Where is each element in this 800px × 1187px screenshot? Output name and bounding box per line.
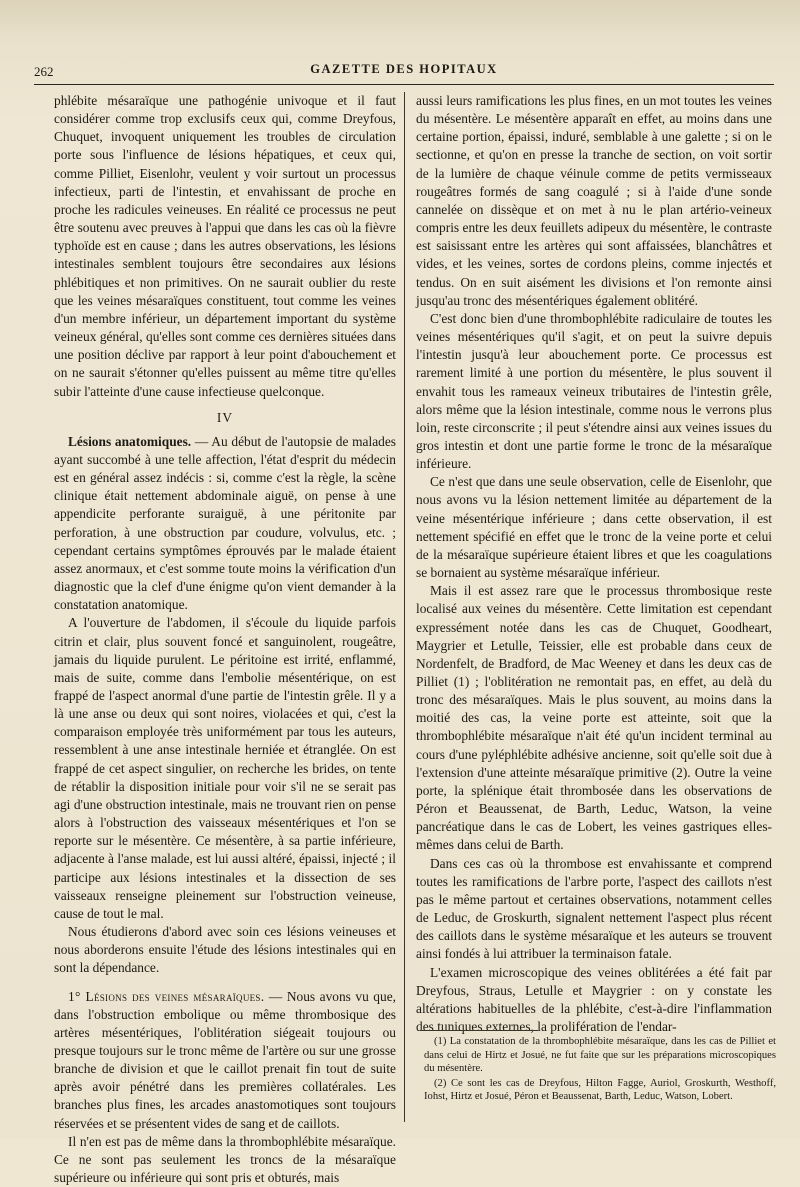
left-column	[54, 92, 396, 1187]
paragraph	[54, 988, 396, 1133]
paragraph: Dans ces cas où la thrombose est envahissante et comprend toutes les ramifications de l'arbre porte, l'aspect des caillots n'est pas le même partout et certaines observations, notamment celles de Leduc, de Groskurth, signalent nettement l'aspect plus récent des caillots dans le système mésaraïque et les auteurs se trouvent ainsi fondés à lui attribuer la terminaison fatale.	[416, 855, 772, 962]
paragraph: L'examen microscopique des veines oblitérées a été fait par Dreyfous, Straus, Letulle et Maygrier : on y constate les altérations habituelles de la phlébite, c'est-à-dire l'inflammation des tuniques externes, la prolifération de l'endar-	[416, 964, 772, 1034]
paragraph: Il n'en est pas de même dans la thrombophlébite mésaraïque. Ce ne sont pas seulement les troncs de la mésaraïque supérieure ou inférieure qui sont pris et obturés, mais	[54, 1133, 396, 1186]
paragraph: A l'ouverture de l'abdomen, il s'écoule du liquide parfois citrin et clair, plus souvent foncé et sanguinolent, rougeâtre, jamais du liquide purulent. Le péritoine est irrité, enflammé, mais de suite, comme dans l'embolie mésentérique, on est frappé de l'aspect anormal d'une partie de l'intestin grêle. Il y a là une anse ou deux qui sont noires, violacées et qui, c'est la comparaison employée très uniformément par tous les auteurs, ressemblent à une anse intestinale herniée et étranglée. On est frappé de cet aspect singulier, on recherche les brides, on tente de rétablir la disposition initiale pour voir s'il ne se serait pas agi d'une obstruction intestinale, mais ne trouvant rien on pense alors à l'obstruction des vaisseaux mésentériques et l'on se reporte sur le mésentère. Ce mésentère, à sa partie inférieure, adjacente à l'anse malade, est lui aussi altéré, épaissi, injecté ; il participe aux lésions intestinales et la dissection de ses vaisseaux renseigne pleinement sur l'obstruction veineuse, cause de tout le mal.	[54, 615, 396, 921]
section-heading: Lésions anatomiques.	[68, 433, 192, 449]
paragraph-text: — Au début de l'autopsie de malades ayant succombé à une telle affection, l'état d'esprit du médecin est en général assez indécis : si, comme c'est la règle, la scène clinique était nettement abdominale aiguë, on pense à une appendicite perforante suraiguë, à une péritonite par perforation, à une obstruction par coudure, volvulus, etc. ; cependant certains symptômes éprouvés par le malade étaient assez anormaux, et c'est somme toute moins la vérification d'un diagnostic que la clef d'une énigme qu'on vient demander à la constatation anatomique.	[54, 433, 397, 613]
paragraph: aussi leurs ramifications les plus fines, en un mot toutes les veines du mésentère. Le mésentère apparaît en effet, au moins dans une certaine portion, épaissi, induré, semblable à une galette ; si on le sectionne, et qu'on en presse la tranche de section, on voit sortir de la lumière de chaque véinule comme de petits vermisseaux rougeâtres formés de sang coagulé ; si à l'aide d'une sonde cannelée on dissèque et on met à nu le plan artério-veineux compris entre les deux feuillets adipeux du mésentère, le contraste est saisissant entre les artères qui sont affaissées, blanchâtres et vides, et les veines, sortes de cordons pleins, comme injectés et tendus. On en suit aisément les divisions et l'on remonte ainsi jusqu'au tronc des mésentériques également oblitéré.	[416, 93, 772, 308]
page-header	[34, 62, 774, 82]
right-column	[416, 92, 772, 1036]
paragraph: phlébite mésaraïque une pathogénie univoque et il faut considérer comme trop exclusifs ceux qui, comme Dreyfous, Chuquet, invoquent uniquement les troubles de circulation porte sous l'influence de lésions hépatiques, et ceux qui, comme Pilliet, Eisenlohr, veulent y voir surtout un processus infectieux, parti de l'intestin, et envahissant de proche en proche les radicules veineuses. En réalité ce processus ne peut être soutenu avec preuves à l'appui que dans les cas où la fièvre typhoïde est en cause ; dans les autres observations, les lésions intestinales semblent toujours être secondaires aux lésions phlébitiques et non primitives. On ne saurait oublier du reste que les veines mésaraïques constituent, tout comme les veines d'un membre inférieur, un département important du système veineux général, qu'elles sont comme ces dernières situées dans une position déclive par rapport à leur point d'abouchement et on ne saurait s'étonner qu'elles puissent au même titre qu'elles subir l'atteinte d'une cause infectieuse quelconque.	[54, 93, 396, 399]
header-rule	[34, 84, 774, 85]
paragraph: C'est donc bien d'une thrombophlébite radiculaire de toutes les veines mésentériques qu'il s'agit, et on peut la suivre depuis l'intestin jusqu'à leur abouchement porte. Ce processus est rarement limité à une portion du mésentère, le plus souvent il envahit tous les rameaux veineux tributaires de l'intestin grêle, alors même que la lésion intestinale, comme nous le verrons plus loin, reste circonscrite ; il peut s'étendre ainsi aux veines issues du gros intestin et dont une partie forme le tronc de la mésaraïque inférieure.	[416, 310, 772, 472]
paragraph: Ce n'est que dans une seule observation, celle de Eisenlohr, que nous avons vu la lésion nettement limitée au département de la veine mésentérique inférieure ; dans cette observation, il est nettement spécifié en effet que le tronc de la veine porte et celui de la mésaraïque supérieure étaient libres et que les coagulations se bornaient au système mésaraïque inférieur.	[416, 474, 772, 581]
column-divider	[404, 92, 405, 1122]
page-number: 262	[34, 64, 54, 79]
footnote: (1) La constatation de la thrombophlébite mésaraïque, dans les cas de Pilliet et dans celui de Hirtz et Josué, ne fut faite que sur les préparations microscopiques du mésentère.	[424, 1036, 776, 1075]
footnote: (2) Ce sont les cas de Dreyfous, Hilton Fagge, Auriol, Groskurth, Westhoff, Iohst, Hirtz et Josué, Péron et Beaussenat, Barth, Leduc, Watson, Lobert.	[424, 1077, 776, 1103]
journal-title: GAZETTE DES HOPITAUX	[310, 62, 498, 76]
footnote-rule	[420, 1030, 538, 1031]
footnotes	[424, 1035, 776, 1105]
paragraph: Mais il est assez rare que le processus thrombosique reste localisé aux veines du mésentère. Cette limitation est cependant expressément notée dans les cas de Chuquet, Goodheart, Maygrier et Letulle, Teissier, elle est probable dans ceux de Nordenfelt, de Bradford, de Mac Weeney et dans les deux cas de Pilliet (1) ; l'oblitération ne remontait pas, en effet, au delà du tronc des mésaraïques. Mais le plus souvent, au moins dans la moitié des cas, la veine porte est atteinte, soit que la thrombophlébite mésaraïque n'ait été qu'un incident terminal au cours d'une pyléphlébite adhésive ancienne, soit qu'elle soit due à l'extension d'une atteinte mésaraïque primitive (2). Outre la veine porte, la splénique était thrombosée dans les observations de Péron et Beaussenat, de Barth, Leduc, Watson, la veine pancréatique dans le cas de Lobert, les veines gastriques elles-mêmes dans celui de Barth.	[416, 583, 772, 853]
paragraph: Nous étudierons d'abord avec soin ces lésions veineuses et nous aborderons ensuite l'étude des lésions intestinales qui en sont la dépendance.	[54, 924, 396, 976]
subsection-heading: 1° Lésions des veines mésaraïques.	[68, 988, 265, 1004]
paragraph	[54, 433, 396, 615]
spacer	[54, 978, 396, 988]
paragraph-text: — Nous avons vu que, dans l'obstruction embolique ou même thrombosique des artères mésentériques, l'oblitération siégeait toujours ou presque toujours sur le tronc même de l'artère ou sur une grosse branche de division et que le caillot prenait fin tout de suite après avoir pénétré dans les premières collatérales. Les branches plus fines, les arcades anastomotiques sont toujours réservées et se présentent vides de sang et de caillots.	[54, 988, 396, 1131]
section-number: IV	[216, 409, 234, 425]
